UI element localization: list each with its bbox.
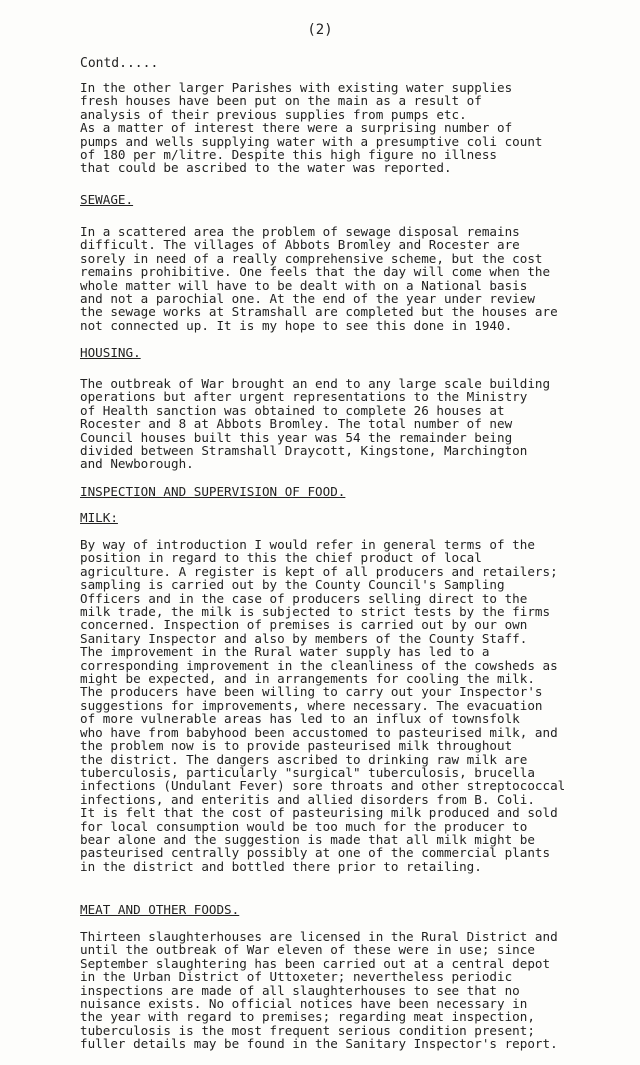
sewage-heading: SEWAGE. <box>80 192 134 207</box>
inspection-heading: INSPECTION AND SUPERVISION OF FOOD. <box>80 484 346 499</box>
meat-paragraph: Thirteen slaughterhouses are licensed in the Rural District and until the outbreak of War eleven of these were in use; since September slaughtering has been carried out at a central depot in the Urban District of Uttoxeter; nevertheless periodic inspections are made of all slaughterhouses to see that no nuisance exists. No official notices have been necessary in the year with regard to premises; regarding meat inspection, tuberculosis is the most frequent serious condition present; fuller details may be found in the Sanitary Inspector's report. <box>80 929 558 1052</box>
meat-heading: MEAT AND OTHER FOODS. <box>80 902 240 917</box>
sewage-paragraph: In a scattered area the problem of sewage disposal remains difficult. The villages of Abbots Bromley and Rocester are sorely in need of a really comprehensive scheme, but the cost remains prohibitive. One feels that the day will come when the whole matter will have to be dealt with on a National basis and not a parochial one. At the end of the year under review the sewage works at Stramshall are completed but the houses are not connected up. It is my hope to see this done in 1940. <box>80 224 558 333</box>
milk-paragraph: By way of introduction I would refer in general terms of the position in regard to this the chief product of local agriculture. A register is kept of all producers and retailers; sampling is carried out by the County Council's Sampling Officers and in the case of producers selling direct to the milk trade, the milk is subjected to strict tests by the firms concerned. Inspection of premises is carried out by our own Sanitary Inspector and also by members of the County Staff. The improvement in the Rural water supply has led to a corresponding improvement in the cleanliness of the cowsheds as might be expected, and in arrangements for cooling the milk. The producers have been willing to carry out your Inspector's suggestions for improvements, where necessary. The evacuation of more vulnerable areas has led to an influx of townsfolk who have from babyhood been accustomed to pasteurised milk, and the problem now is to provide pasteurised milk throughout the district. The dangers ascribed to drinking raw milk are tuberculosis, particularly "surgical" tuberculosis, brucella infections (Undulant Fever) sore throats and other streptococcal infections, and enteritis and allied disorders from B. Coli. It is felt that the cost of pasteurising milk produced and sold for local consumption would be too much for the producer to bear alone and the suggestion is made that all milk might be pasteurised centrally possibly at one of the commercial plants in the district and bottled there prior to retailing. <box>80 537 566 874</box>
page-number: (2) <box>307 22 333 38</box>
continued-marker: Contd..... <box>80 56 159 71</box>
housing-paragraph: The outbreak of War brought an end to any large scale building operations but after urgent representations to the Ministry of Health sanction was obtained to complete 26 houses at Rocester and 8 at Abbots Bromley. The total number of new Council houses built this year was 54 the remainder being divided between Stramshall Draycott, Kingstone, Marchington and Newborough. <box>80 376 551 472</box>
intro-paragraph: In the other larger Parishes with existing water supplies fresh houses have been put on the main as a result of analysis of their previous supplies from pumps etc. As a matter of interest there were a surprising number of pumps and wells supplying water with a presumptive coli count of 180 per m/litre. Despite this high figure no illness that could be ascribed to the water was reported. <box>80 80 543 176</box>
milk-heading: MILK: <box>80 510 118 525</box>
housing-heading: HOUSING. <box>80 345 141 360</box>
